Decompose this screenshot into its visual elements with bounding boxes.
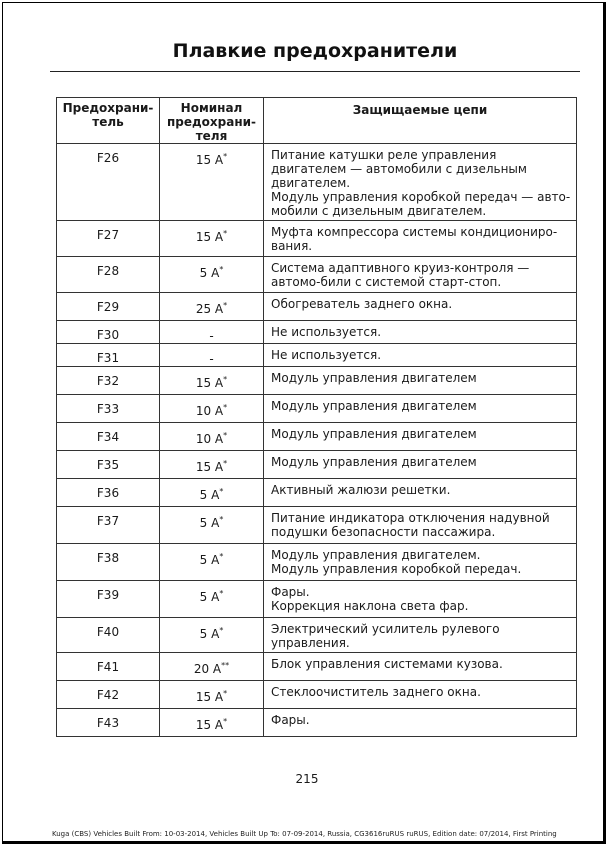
circuit-line: Модуль управления двигателем: [271, 399, 477, 413]
circuit-line: Фары.: [271, 585, 310, 599]
protected-circuits: [264, 479, 577, 507]
fuse-rating: [160, 507, 264, 544]
header-rating-line: Номинал: [180, 101, 243, 115]
footnote-mark: **: [221, 661, 230, 670]
footnote-mark: *: [219, 265, 224, 274]
rating-value: 5 A: [199, 627, 220, 641]
protected-circuits: [264, 618, 577, 653]
fuse-rating: [160, 423, 264, 451]
table-row: [57, 144, 577, 221]
footnote-mark: *: [219, 515, 224, 524]
fuse-id: F35: [57, 451, 160, 479]
protected-circuits: [264, 257, 577, 293]
circuit-line: Фары.: [271, 713, 310, 727]
fuse-id: F42: [57, 681, 160, 709]
fuse-rating: [160, 144, 264, 221]
header-fuse: [57, 98, 160, 144]
table-row: [57, 618, 577, 653]
table-row: [57, 344, 577, 367]
header-rating-line: предохрани-: [166, 115, 257, 129]
header-circuits: Защищаемые цепи: [264, 98, 577, 144]
header-rating-line: теля: [195, 129, 228, 143]
fuse-id: F40: [57, 618, 160, 653]
circuit-line: Модуль управления двигателем: [271, 371, 477, 385]
protected-circuits: [264, 344, 577, 367]
fuse-rating: [160, 618, 264, 653]
table-row: [57, 367, 577, 395]
protected-circuits: [264, 451, 577, 479]
fuse-rating: [160, 257, 264, 293]
footnote-mark: *: [223, 375, 228, 384]
protected-circuits: [264, 221, 577, 257]
footer-note: Kuga (CBS) Vehicles Built From: 10-03-2014, Vehicles Built Up To: 07-09-2014, Russia, CG3616ruRUS ruRUS, Edition date: 07/2014, First Printing: [52, 830, 557, 838]
fuse-id: F38: [57, 544, 160, 581]
footnote-mark: *: [219, 487, 224, 496]
table-row: [57, 321, 577, 344]
circuit-line: Система адаптивного круиз-контроля — автомо-били с системой старт-стоп.: [271, 261, 530, 289]
page-number: 215: [295, 772, 319, 786]
rating-value: 15 A: [195, 376, 224, 390]
header-fuse-line: Предохрани-: [62, 101, 154, 115]
header-rating: [160, 98, 264, 144]
circuit-line: Обогреватель заднего окна.: [271, 297, 453, 311]
table-row: [57, 451, 577, 479]
circuit-line: Не используется.: [271, 348, 382, 362]
footnote-mark: *: [223, 229, 228, 238]
fuse-id: F26: [57, 144, 160, 221]
circuit-line: Муфта компрессора системы кондициониро-вания.: [271, 225, 558, 253]
protected-circuits: [264, 653, 577, 681]
fuse-rating: [160, 581, 264, 618]
table-row: [57, 221, 577, 257]
fuse-rating: [160, 221, 264, 257]
protected-circuits: [264, 544, 577, 581]
table-row: [57, 479, 577, 507]
footnote-mark: *: [223, 431, 228, 440]
fuse-id: F28: [57, 257, 160, 293]
fuse-id: F30: [57, 321, 160, 344]
rating-value: -: [209, 352, 214, 366]
table-row: [57, 544, 577, 581]
footnote-mark: *: [223, 152, 228, 161]
table-row: [57, 423, 577, 451]
circuit-line: Коррекция наклона света фар.: [271, 599, 469, 613]
footnote-mark: *: [223, 689, 228, 698]
fuse-id: F43: [57, 709, 160, 737]
rating-value: 15 A: [195, 153, 224, 167]
fuse-rating: [160, 367, 264, 395]
header-fuse-line: тель: [92, 115, 124, 129]
fuse-rating: [160, 293, 264, 321]
circuit-line: Не используется.: [271, 325, 382, 339]
footnote-mark: *: [223, 403, 228, 412]
fuse-id: F29: [57, 293, 160, 321]
rating-value: 5 A: [199, 590, 220, 604]
table-row: [57, 581, 577, 618]
circuit-line: Модуль управления коробкой передач — авто-мобили с дизельным двигателем.: [271, 190, 571, 218]
rating-value: 15 A: [195, 230, 224, 244]
fuse-id: F27: [57, 221, 160, 257]
rating-value: 20 A: [193, 662, 222, 676]
footnote-mark: *: [223, 301, 228, 310]
fuse-id: F36: [57, 479, 160, 507]
rating-value: 5 A: [199, 516, 220, 530]
rating-value: 10 A: [195, 404, 224, 418]
protected-circuits: [264, 681, 577, 709]
table-row: [57, 507, 577, 544]
fuse-rating: [160, 321, 264, 344]
rating-value: 5 A: [199, 553, 220, 567]
rating-value: 5 A: [199, 266, 220, 280]
fuse-id: F41: [57, 653, 160, 681]
protected-circuits: [264, 367, 577, 395]
footnote-mark: *: [223, 459, 228, 468]
rating-value: 10 A: [195, 432, 224, 446]
circuit-line: Модуль управления двигателем: [271, 427, 477, 441]
fuse-rating: [160, 479, 264, 507]
protected-circuits: [264, 144, 577, 221]
circuit-line: Блок управления системами кузова.: [271, 657, 503, 671]
table-row: [57, 681, 577, 709]
page-title: Плавкие предохранители: [172, 40, 458, 62]
protected-circuits: [264, 395, 577, 423]
fuse-id: F32: [57, 367, 160, 395]
table-row: [57, 293, 577, 321]
circuit-line: Модуль управления коробкой передач.: [271, 562, 522, 576]
circuit-line: Модуль управления двигателем: [271, 455, 477, 469]
fuse-rating: [160, 681, 264, 709]
protected-circuits: [264, 507, 577, 544]
rating-value: 15 A: [195, 718, 224, 732]
circuit-line: Электрический усилитель рулевого управления.: [271, 622, 500, 650]
fuse-id: F37: [57, 507, 160, 544]
protected-circuits: [264, 581, 577, 618]
table-row: [57, 395, 577, 423]
fuse-rating: [160, 709, 264, 737]
table-row: [57, 653, 577, 681]
protected-circuits: [264, 423, 577, 451]
title-divider: [50, 71, 580, 72]
fuse-rating: [160, 395, 264, 423]
rating-value: 15 A: [195, 690, 224, 704]
table-row: [57, 257, 577, 293]
footnote-mark: *: [219, 626, 224, 635]
rating-value: 5 A: [199, 488, 220, 502]
rating-value: -: [209, 329, 214, 343]
fuse-id: F34: [57, 423, 160, 451]
fuse-rating: [160, 451, 264, 479]
footnote-mark: *: [219, 589, 224, 598]
circuit-line: Активный жалюзи решетки.: [271, 483, 451, 497]
fuse-rating: [160, 544, 264, 581]
protected-circuits: [264, 321, 577, 344]
circuit-line: Питание индикатора отключения надувной подушки безопасности пассажира.: [271, 511, 550, 539]
circuit-line: Стеклоочиститель заднего окна.: [271, 685, 481, 699]
fuse-rating: [160, 653, 264, 681]
rating-value: 25 A: [195, 302, 224, 316]
rating-value: 15 A: [195, 460, 224, 474]
table-row: [57, 709, 577, 737]
table-header-row: [57, 98, 577, 144]
footnote-mark: *: [223, 717, 228, 726]
fuse-id: F31: [57, 344, 160, 367]
circuit-line: Модуль управления двигателем.: [271, 548, 481, 562]
fuse-rating: [160, 344, 264, 367]
footnote-mark: *: [219, 552, 224, 561]
fuse-id: F39: [57, 581, 160, 618]
circuit-line: Питание катушки реле управления двигателем — автомобили с дизельным двигателем.: [271, 148, 527, 190]
fuse-id: F33: [57, 395, 160, 423]
protected-circuits: [264, 709, 577, 737]
fuse-rows: [57, 144, 577, 737]
fuse-table: [56, 97, 577, 737]
protected-circuits: [264, 293, 577, 321]
